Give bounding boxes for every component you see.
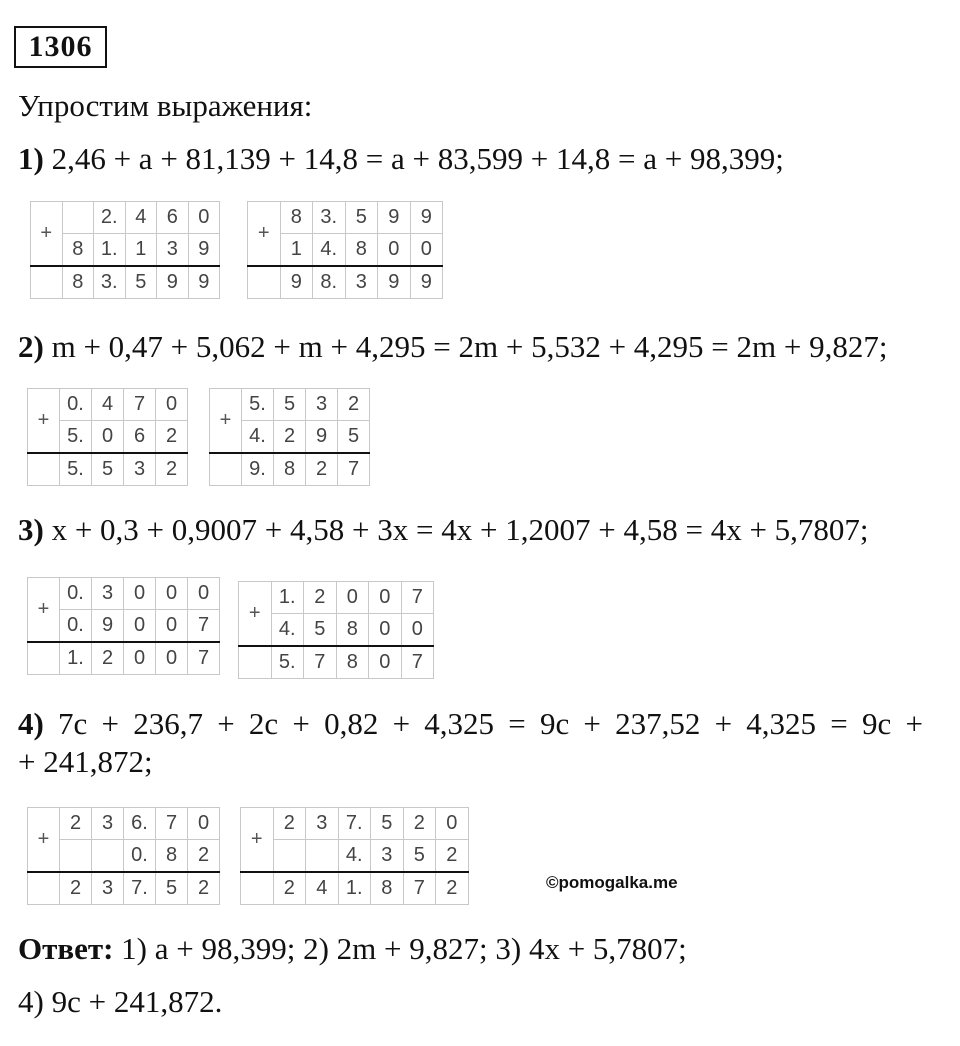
sum-row [248,266,443,299]
digit-cell: 5 [371,808,404,840]
digit-cell: 3 [371,840,404,873]
digit-cell: 7 [156,808,188,840]
equation-2-label: 2) [18,329,44,364]
digit-cell [306,840,339,873]
addend-row [210,389,370,421]
sum-row [239,646,434,679]
addend-row [28,389,188,421]
column-addition-1a [30,201,220,299]
digit-cell: 2 [188,840,220,873]
digit-cell: 0. [60,389,92,421]
digit-cell: 0 [369,646,402,679]
column-addition-1b [247,201,443,299]
digit-cell: 3 [92,578,124,610]
digit-cell: 0 [92,421,124,454]
empty-cell [241,872,274,905]
digit-cell: 0 [401,614,434,647]
digit-cell: 0 [369,582,402,614]
digit-cell: 2 [60,872,92,905]
column-addition-3b [238,581,434,679]
digit-cell: 7 [304,646,337,679]
digit-cell [92,840,124,873]
equation-4-label: 4) [18,706,44,741]
equation-4-token: + [905,706,923,741]
plus-sign: + [239,582,272,647]
digit-cell: 5 [338,421,370,454]
digit-cell: 8 [280,202,313,234]
digit-cell: 0 [188,202,220,234]
digit-cell: 5 [403,840,436,873]
digit-cell: 2 [304,582,337,614]
plus-sign: + [210,389,242,454]
answer-text-1: 1) a + 98,399; 2) 2m + 9,827; 3) 4x + 5,7807; [113,931,687,966]
digit-cell: 5. [242,389,274,421]
digit-cell: 2. [94,202,126,234]
digit-cell: 0 [410,234,443,267]
equation-2 [18,329,888,365]
equation-2-text: m + 0,47 + 5,062 + m + 4,295 = 2m + 5,532 + 4,295 = 2m + 9,827; [43,329,888,364]
digit-cell: 9 [410,266,443,299]
digit-cell [62,202,94,234]
digit-cell: 7 [401,646,434,679]
digit-cell: 0 [436,808,469,840]
plus-sign: + [28,389,60,454]
digit-cell: 5 [156,872,188,905]
digit-cell: 2 [436,840,469,873]
digit-cell: 5 [92,453,124,486]
digit-cell: 2 [92,642,124,675]
empty-cell [28,453,60,486]
digit-cell: 0. [60,610,92,643]
sum-row [241,872,469,905]
digit-cell: 8 [336,646,369,679]
equation-4-token: + [714,706,733,741]
digit-cell: 5 [345,202,378,234]
equation-1 [18,141,784,177]
digit-cell: 0 [336,582,369,614]
digit-cell: 8 [156,840,188,873]
column-addition-3a [27,577,220,675]
digit-cell [60,840,92,873]
digit-cell: 0 [124,578,156,610]
addend-row [241,808,469,840]
digit-cell: 1. [271,582,304,614]
intro-text: Упростим выражения: [18,88,313,123]
digit-cell: 3 [92,808,124,840]
digit-cell: 0. [124,840,156,873]
digit-cell: 0 [156,642,188,675]
digit-cell: 8 [62,234,94,267]
digit-cell: 4. [271,614,304,647]
digit-cell: 3 [157,234,189,267]
plus-sign: + [28,578,60,643]
digit-cell: 2 [436,872,469,905]
equation-3 [18,512,869,548]
digit-cell: 3 [306,389,338,421]
equation-4-continuation: + 241,872; [18,744,153,779]
column-addition-4a [27,807,220,905]
equation-4 [18,706,923,742]
sum-row [28,642,220,675]
empty-cell [31,266,63,299]
digit-cell: 9 [188,266,220,299]
digit-cell: 6 [124,421,156,454]
digit-cell: 9 [410,202,443,234]
equation-4-token: + [583,706,601,741]
equation-4-token: 4,325 [424,706,495,741]
sum-row [28,872,220,905]
digit-cell: 9 [92,610,124,643]
equation-4-token: 237,52 [615,706,701,741]
digit-cell: 8 [371,872,404,905]
equation-4-token: 9c [539,706,570,741]
digit-cell: 0 [124,642,156,675]
digit-cell: 5. [60,421,92,454]
plus-sign: + [248,202,281,267]
digit-cell: 5. [271,646,304,679]
digit-cell: 4 [306,872,339,905]
digit-cell: 1. [338,872,371,905]
digit-cell: 5 [304,614,337,647]
digit-cell: 3. [94,266,126,299]
addend-row [31,202,220,234]
digit-cell: 0 [378,234,411,267]
equation-4-token: + [292,706,310,741]
digit-cell: 4 [125,202,157,234]
digit-cell: 0 [156,610,188,643]
addend-row [248,202,443,234]
digit-cell: 0 [156,578,188,610]
digit-cell: 2 [273,808,306,840]
digit-cell: 3 [306,808,339,840]
digit-cell: 5 [274,389,306,421]
digit-cell: 3 [124,453,156,486]
digit-cell: 6 [157,202,189,234]
digit-cell: 1 [280,234,313,267]
equation-4-token: 0,82 [324,706,379,741]
equation-1-text: 2,46 + a + 81,139 + 14,8 = a + 83,599 + 14,8 = a + 98,399; [43,141,784,176]
digit-cell: 3 [345,266,378,299]
digit-cell: 8 [345,234,378,267]
equation-4-token: 7c [58,706,88,741]
equation-4-token: + [101,706,120,741]
answer-line-1 [18,931,687,967]
equation-4-token: 236,7 [133,706,203,741]
digit-cell: 3. [313,202,346,234]
sum-row [31,266,220,299]
digit-cell: 7 [338,453,370,486]
plus-sign: + [31,202,63,267]
digit-cell: 8 [336,614,369,647]
digit-cell: 2 [306,453,338,486]
digit-cell: 2 [274,421,306,454]
digit-cell: 0 [188,808,220,840]
plus-sign: + [28,808,60,873]
digit-cell: 2 [60,808,92,840]
digit-cell: 9 [306,421,338,454]
digit-cell: 9 [280,266,313,299]
empty-cell [248,266,281,299]
sum-row [28,453,188,486]
task-number: 1306 [14,26,107,68]
addend-row [239,582,434,614]
digit-cell: 1. [94,234,126,267]
empty-cell [239,646,272,679]
digit-cell: 2 [338,389,370,421]
equation-3-text: x + 0,3 + 0,9007 + 4,58 + 3x = 4x + 1,2007 + 4,58 = 4x + 5,7807; [43,512,869,547]
addend-row [28,578,220,610]
digit-cell: 7. [338,808,371,840]
equation-4-token: 4,325 [746,706,817,741]
digit-cell: 2 [273,872,306,905]
digit-cell: 9 [188,234,220,267]
addend-row [28,808,220,840]
equation-4-token: 9c [861,706,892,741]
digit-cell: 0. [60,578,92,610]
digit-cell: 2 [156,421,188,454]
digit-cell: 9. [242,453,274,486]
digit-cell: 4. [242,421,274,454]
answer-label: Ответ: [18,931,114,966]
digit-cell: 1. [60,642,92,675]
digit-cell: 7 [401,582,434,614]
digit-cell: 9 [378,266,411,299]
digit-cell: 0 [156,389,188,421]
digit-cell: 9 [378,202,411,234]
digit-cell: 4. [338,840,371,873]
sum-row [210,453,370,486]
equation-4-token: + [217,706,235,741]
empty-cell [28,642,60,675]
column-addition-4b [240,807,469,905]
digit-cell: 2 [403,808,436,840]
digit-cell: 0 [188,578,220,610]
digit-cell: 7 [188,610,220,643]
digit-cell: 8 [274,453,306,486]
digit-cell: 5. [60,453,92,486]
digit-cell: 7 [403,872,436,905]
equation-4-token: = [508,706,526,741]
empty-cell [28,872,60,905]
digit-cell: 2 [188,872,220,905]
digit-cell: 4. [313,234,346,267]
column-addition-2b [209,388,370,486]
digit-cell [273,840,306,873]
answer-line-2: 4) 9c + 241,872. [18,984,223,1019]
digit-cell: 3 [92,872,124,905]
digit-cell: 8 [62,266,94,299]
digit-cell: 7. [124,872,156,905]
digit-cell: 0 [124,610,156,643]
equation-3-label: 3) [18,512,44,547]
watermark: ©pomogalka.me [546,873,678,892]
equation-4-token: + [392,706,411,741]
equation-1-label: 1) [18,141,44,176]
digit-cell: 5 [125,266,157,299]
digit-cell: 6. [124,808,156,840]
equation-4-token: 2c [248,706,279,741]
plus-sign: + [241,808,274,873]
digit-cell: 4 [92,389,124,421]
equation-4-token: = [830,706,848,741]
empty-cell [210,453,242,486]
addend-row [241,840,469,873]
digit-cell: 8. [313,266,346,299]
digit-cell: 0 [369,614,402,647]
digit-cell: 7 [188,642,220,675]
digit-cell: 2 [156,453,188,486]
column-addition-2a [27,388,188,486]
digit-cell: 9 [157,266,189,299]
digit-cell: 1 [125,234,157,267]
digit-cell: 7 [124,389,156,421]
